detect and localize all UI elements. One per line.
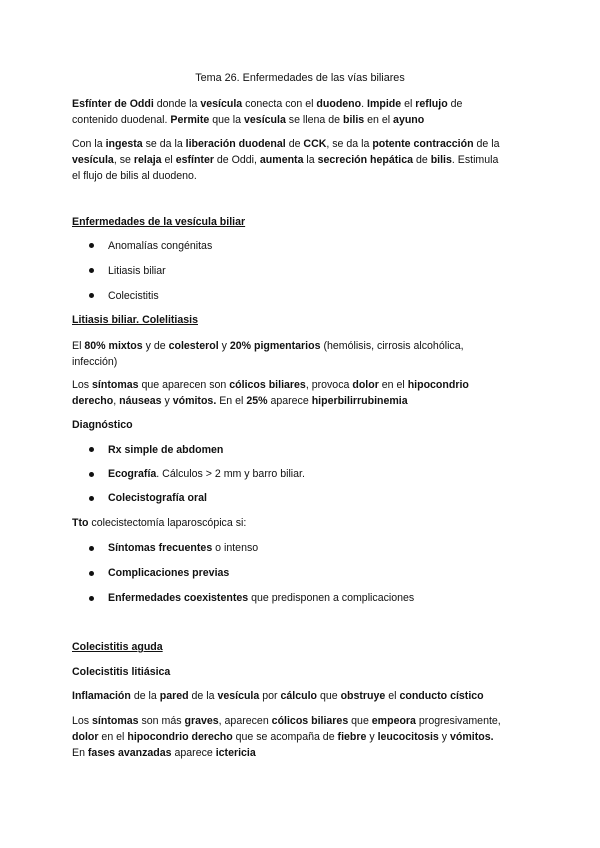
text-run: el (161, 154, 176, 166)
bold-text-run: vesícula (200, 98, 243, 110)
text-run: colecistectomía laparoscópica si: (88, 517, 247, 529)
text-run: conecta con el (242, 98, 317, 110)
list-item-ecografia (108, 466, 305, 482)
heading-diagnostico: Diagnóstico (72, 419, 133, 431)
heading-enfermedades-vesicula: Enfermedades de la vesícula biliar (72, 216, 246, 228)
text-run: . Cálculos > 2 mm y barro biliar. (156, 468, 305, 480)
bold-text-run: bilis (342, 114, 365, 126)
text-run: en el (364, 114, 394, 126)
bold-text-run: CCK (303, 138, 327, 150)
bold-text-run: Permite (170, 114, 210, 126)
text-run: En (72, 747, 88, 759)
bold-text-run: aumenta (259, 154, 304, 166)
paragraph-sintomas-line-1 (72, 377, 469, 393)
bold-text-run: Esfínter de Oddi (72, 98, 154, 110)
bold-text-run: hipocondrio derecho (127, 731, 233, 743)
text-run: Los (72, 715, 93, 727)
bold-text-run: liberación duodenal (185, 138, 286, 150)
text-run: (hemólisis, cirrosis alcohólica, (320, 340, 464, 352)
paragraph-tipos-line-1 (72, 338, 464, 354)
bold-text-run: conducto cístico (399, 690, 484, 702)
bold-text-run: dolor (352, 379, 379, 391)
bold-text-run: dolor (72, 731, 99, 743)
bold-text-run: derecho (72, 395, 114, 407)
text-run: de Oddi, (213, 154, 260, 166)
bold-text-run: fases avanzadas (87, 747, 172, 759)
paragraph-ingesta-line-3 (72, 168, 197, 184)
text-run: de la (188, 690, 218, 702)
text-run: el (385, 690, 400, 702)
paragraph-inflamacion (72, 688, 484, 704)
bold-text-run: ayuno (393, 114, 425, 126)
text-run: el (401, 98, 416, 110)
bold-text-run: Inflamación (72, 690, 131, 702)
bold-text-run: cálculo (280, 690, 317, 702)
text-run: en el (98, 731, 128, 743)
bold-text-run: Rx simple de abdomen (108, 444, 224, 456)
bold-text-run: graves (184, 715, 219, 727)
heading-colecistitis-aguda: Colecistitis aguda (72, 641, 163, 653)
text-run: , provoca (305, 379, 353, 391)
text-run: de la (130, 690, 160, 702)
text-run: El (72, 340, 85, 352)
text-run: aparece (267, 395, 312, 407)
bullet-icon (89, 496, 94, 501)
heading-colecistitis-litiasica: Colecistitis litiásica (72, 666, 171, 678)
bullet-icon (89, 447, 94, 452)
bold-text-run: vesícula (217, 690, 260, 702)
bold-text-run: reflujo (415, 98, 448, 110)
text-run: que (348, 715, 372, 727)
bold-text-run: duodeno (316, 98, 362, 110)
text-run: de (447, 98, 463, 110)
text-run: en el (378, 379, 408, 391)
text-run: por (259, 690, 281, 702)
bold-text-run: Complicaciones previas (108, 567, 230, 579)
bold-text-run: vesícula (72, 154, 114, 166)
text-run: donde la (153, 98, 201, 110)
list-item-anomalias: Anomalías congénitas (108, 240, 213, 252)
text-run: o intenso (212, 542, 259, 554)
bold-text-run: empeora (371, 715, 416, 727)
bold-text-run: relaja (133, 154, 162, 166)
bold-text-run: cólicos biliares (271, 715, 349, 727)
bullet-icon (89, 546, 94, 551)
bold-text-run: hiperbilirrubinemia (311, 395, 408, 407)
text-run: se llena de (285, 114, 343, 126)
paragraph-oddi-line-2 (72, 112, 424, 128)
bold-text-run: 20% pigmentarios (229, 340, 321, 352)
text-run: , aparecen (218, 715, 272, 727)
text-run: y (366, 731, 378, 743)
bold-text-run: Tto (72, 517, 89, 529)
list-item-colecistitis: Colecistitis (108, 290, 159, 302)
bold-text-run: Impide (367, 98, 402, 110)
bold-text-run: secreción hepática (317, 154, 414, 166)
bold-text-run: vesícula (244, 114, 286, 126)
text-run: Con la (72, 138, 106, 150)
text-run: aparece (171, 747, 216, 759)
bold-text-run: síntomas (92, 379, 139, 391)
bold-text-run: hipocondrio (407, 379, 469, 391)
text-run: son más (138, 715, 185, 727)
bullet-icon (89, 472, 94, 477)
text-run: se da la (142, 138, 186, 150)
bold-text-run: Ecografía (108, 468, 157, 480)
bold-text-run: síntomas (92, 715, 139, 727)
bold-text-run: vómitos. (450, 731, 494, 743)
paragraph-ingesta-line-2 (72, 152, 498, 168)
paragraph-oddi-line-1 (72, 96, 462, 112)
bold-text-run: cólicos biliares (229, 379, 306, 391)
bold-text-run: obstruye (340, 690, 386, 702)
bold-text-run: ingesta (105, 138, 143, 150)
paragraph-sintomas-line-2 (72, 393, 408, 409)
list-item-rx (108, 442, 223, 458)
text-run: que se acompaña de (232, 731, 338, 743)
text-run: que predisponen a complicaciones (248, 592, 415, 604)
bold-text-run: pared (159, 690, 189, 702)
list-item-complicaciones (108, 565, 229, 581)
paragraph-sintomas-aguda-line-3 (72, 745, 256, 761)
text-run: la (303, 154, 318, 166)
bold-text-run: 80% mixtos (84, 340, 143, 352)
paragraph-sintomas-aguda-line-2 (72, 729, 494, 745)
paragraph-sintomas-aguda-line-1 (72, 713, 501, 729)
text-run: de la (473, 138, 500, 150)
paragraph-ingesta-line-1 (72, 136, 499, 152)
text-run: y de (142, 340, 169, 352)
bold-text-run: leucocitosis (377, 731, 439, 743)
heading-litiasis-biliar: Litiasis biliar. Colelitiasis (72, 314, 198, 326)
bold-text-run: náuseas (119, 395, 162, 407)
text-run: el flujo de bilis al duodeno. (72, 170, 197, 182)
text-run: que (317, 690, 341, 702)
bold-text-run: fiebre (337, 731, 367, 743)
text-run: progresivamente, (415, 715, 501, 727)
bullet-icon (89, 243, 94, 248)
list-item-sintomas-frecuentes (108, 540, 258, 556)
bold-text-run: 25% (246, 395, 268, 407)
text-run: . (361, 98, 368, 110)
text-run: En el (216, 395, 247, 407)
bold-text-run: Colecistografía oral (108, 492, 207, 504)
text-run: Los (72, 379, 93, 391)
paragraph-tratamiento (72, 515, 246, 531)
text-run: infección) (72, 356, 118, 368)
text-run: que la (209, 114, 245, 126)
bullet-icon (89, 571, 94, 576)
text-run: y (438, 731, 451, 743)
text-run: que aparecen son (138, 379, 230, 391)
text-run: , se da la (326, 138, 373, 150)
bold-text-run: Síntomas frecuentes (108, 542, 213, 554)
text-run: , (113, 395, 120, 407)
list-item-litiasis: Litiasis biliar (108, 265, 166, 277)
text-run: contenido duodenal. (72, 114, 171, 126)
page-title: Tema 26. Enfermedades de las vías biliares (195, 72, 405, 84)
text-run: , se (113, 154, 134, 166)
list-item-colecistografia (108, 490, 207, 506)
bold-text-run: vómitos. (172, 395, 217, 407)
bold-text-run: potente contracción (372, 138, 474, 150)
text-run: de (413, 154, 431, 166)
bold-text-run: ictericia (215, 747, 256, 759)
bullet-icon (89, 293, 94, 298)
bullet-icon (89, 596, 94, 601)
text-run: y (218, 340, 230, 352)
bold-text-run: Enfermedades coexistentes (108, 592, 249, 604)
text-run: de (285, 138, 304, 150)
text-run: . Estimula (451, 154, 499, 166)
bullet-icon (89, 268, 94, 273)
bold-text-run: esfínter (175, 154, 214, 166)
list-item-enfermedades-coexistentes (108, 590, 414, 606)
paragraph-tipos-line-2 (72, 354, 117, 370)
bold-text-run: bilis (430, 154, 452, 166)
bold-text-run: colesterol (168, 340, 219, 352)
text-run: y (161, 395, 173, 407)
